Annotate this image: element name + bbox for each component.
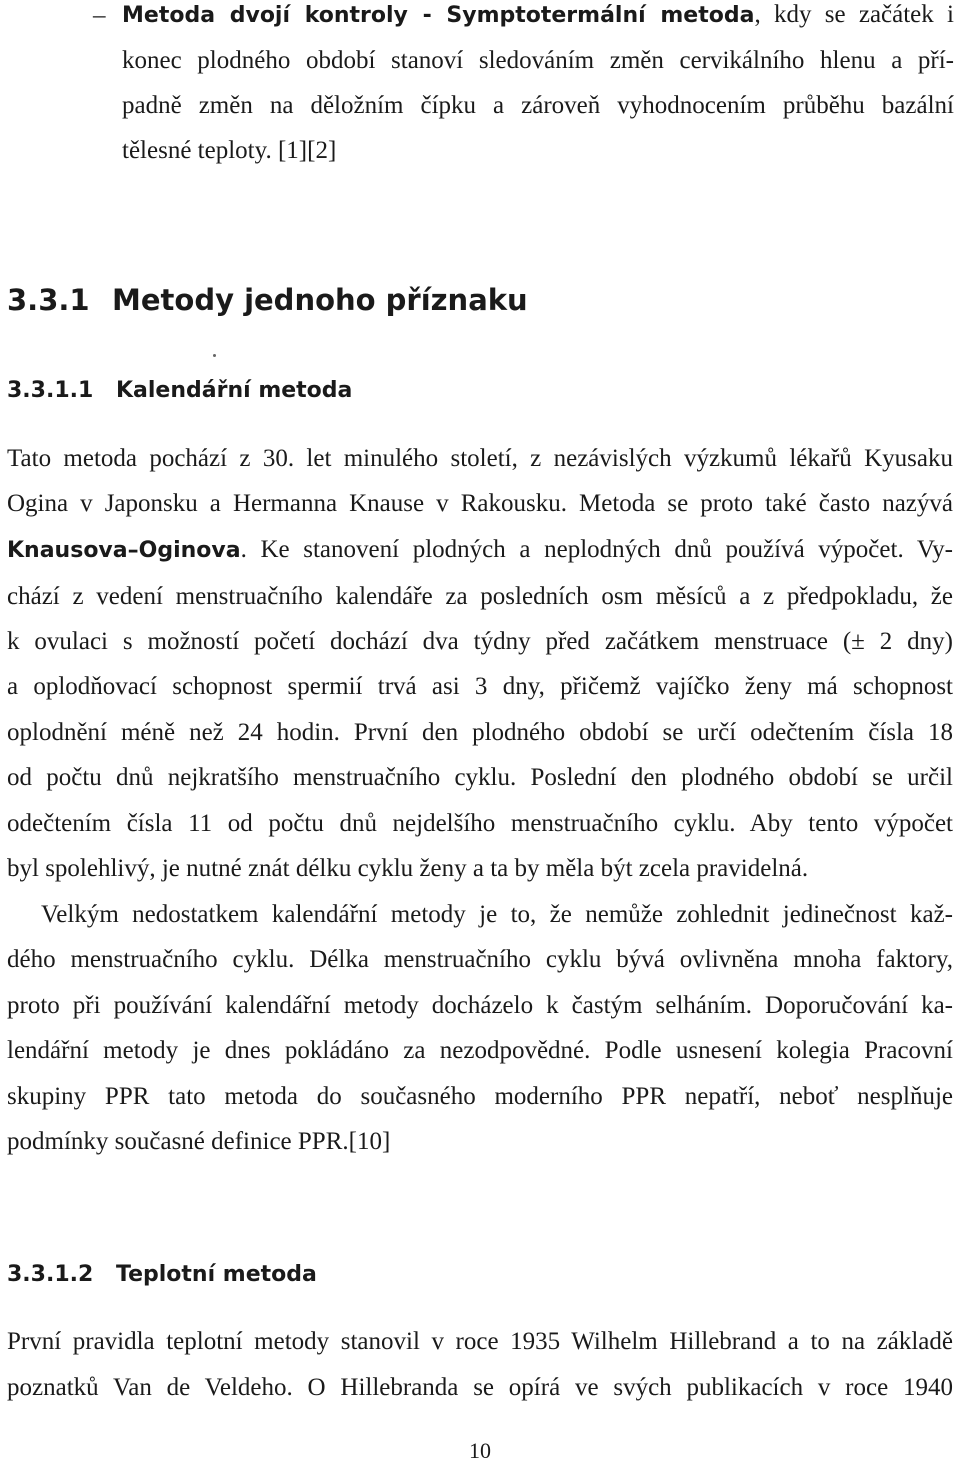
calendar-p1-line-8: od počtu dnů nejkratšího menstruačního cyklu. Poslední den plodného období se určil — [7, 764, 953, 791]
section-number: 3.3.1 — [7, 283, 90, 317]
list-dash: – — [93, 2, 106, 29]
calendar-p1-line-9: odečtením čísla 11 od počtu dnů nejdelšího menstruačního cyklu. Aby tento výpočet — [7, 810, 953, 837]
calendar-p1-line-2: Ogina v Japonsku a Hermanna Knause v Rakousku. Metoda se proto také často nazývá — [7, 490, 953, 517]
subsection-number: 3.3.1.2 — [7, 1262, 94, 1287]
calendar-p2-line-5: skupiny PPR tato metoda do současného moderního PPR nepatří, neboť nesplňuje — [7, 1083, 953, 1110]
subsection-number: 3.3.1.1 — [7, 378, 94, 403]
section-title: Metody jednoho příznaku — [112, 283, 528, 317]
calendar-p2-line-6: podmínky současné definice PPR.[10] — [7, 1128, 391, 1155]
calendar-p2-line-4: lendářní metody je dnes pokládáno za nezodpovědné. Podle usnesení kolegia Pracovní — [7, 1037, 953, 1064]
calendar-p1-line-7: oplodnění méně než 24 hodin. První den plodného období se určí odečtením čísla 18 — [7, 719, 953, 746]
calendar-p1-line-10: byl spolehlivý, je nutné znát délku cyklu ženy a ta by měla být zcela pravidelná. — [7, 855, 809, 882]
list-item-line-4: tělesné teploty. [1][2] — [122, 137, 337, 164]
page-number: 10 — [469, 1438, 491, 1463]
calendar-p1-line-4: chází z vedení menstruačního kalendáře za posledních osm měsíců a z předpokladu, že — [7, 583, 953, 610]
knaus-ogino-bold: Knausova–Oginova — [7, 538, 241, 563]
calendar-p1-line-1: Tato metoda pochází z 30. let minulého století, z nezávislých výzkumů lékařů Kyusaku — [7, 445, 953, 472]
temperature-p1-line-1: První pravidla teplotní metody stanovil v roce 1935 Wilhelm Hillebrand a to na základě — [7, 1328, 953, 1355]
calendar-p2-line-1: Velkým nedostatkem kalendářní metody je to, že nemůže zohlednit jedinečnost kaž- — [41, 901, 953, 928]
calendar-p1-line-5: k ovulaci s možností početí dochází dva týdny před začátkem menstruace (± 2 dny) — [7, 628, 953, 655]
calendar-p1-line-3: Knausova–Oginova. Ke stanovení plodných a neplodných dnů používá výpočet. Vy- — [7, 536, 953, 563]
calendar-p1-line-6: a oplodňovací schopnost spermií trvá asi 3 dny, přičemž vajíčko ženy má schopnost — [7, 673, 953, 700]
calendar-p2-line-3: proto při používání kalendářní metody docházelo k častým selháním. Doporučování ka- — [7, 992, 953, 1019]
temperature-p1-line-2: poznatků Van de Veldeho. O Hillebranda se opírá ve svých publikacích v roce 1940 — [7, 1374, 953, 1401]
list-item-line-3: padně změn na děložním čípku a zároveň vyhodnocením průběhu bazální — [122, 92, 954, 119]
list-item-line-2: konec plodného období stanoví sledováním změn cervikálního hlenu a pří- — [122, 47, 954, 74]
stray-dot — [213, 354, 216, 357]
calendar-p2-line-2: dého menstruačního cyklu. Délka menstruačního cyklu bývá ovlivněna mnoha faktory, — [7, 946, 953, 973]
method-name-bold: Metoda dvojí kontroly - Symptotermální metoda — [122, 3, 755, 28]
subsection-title: Teplotní metoda — [116, 1262, 317, 1287]
subsection-title: Kalendářní metoda — [116, 378, 353, 403]
list-item-line-1: Metoda dvojí kontroly - Symptotermální metoda, kdy se začátek i — [122, 1, 954, 28]
